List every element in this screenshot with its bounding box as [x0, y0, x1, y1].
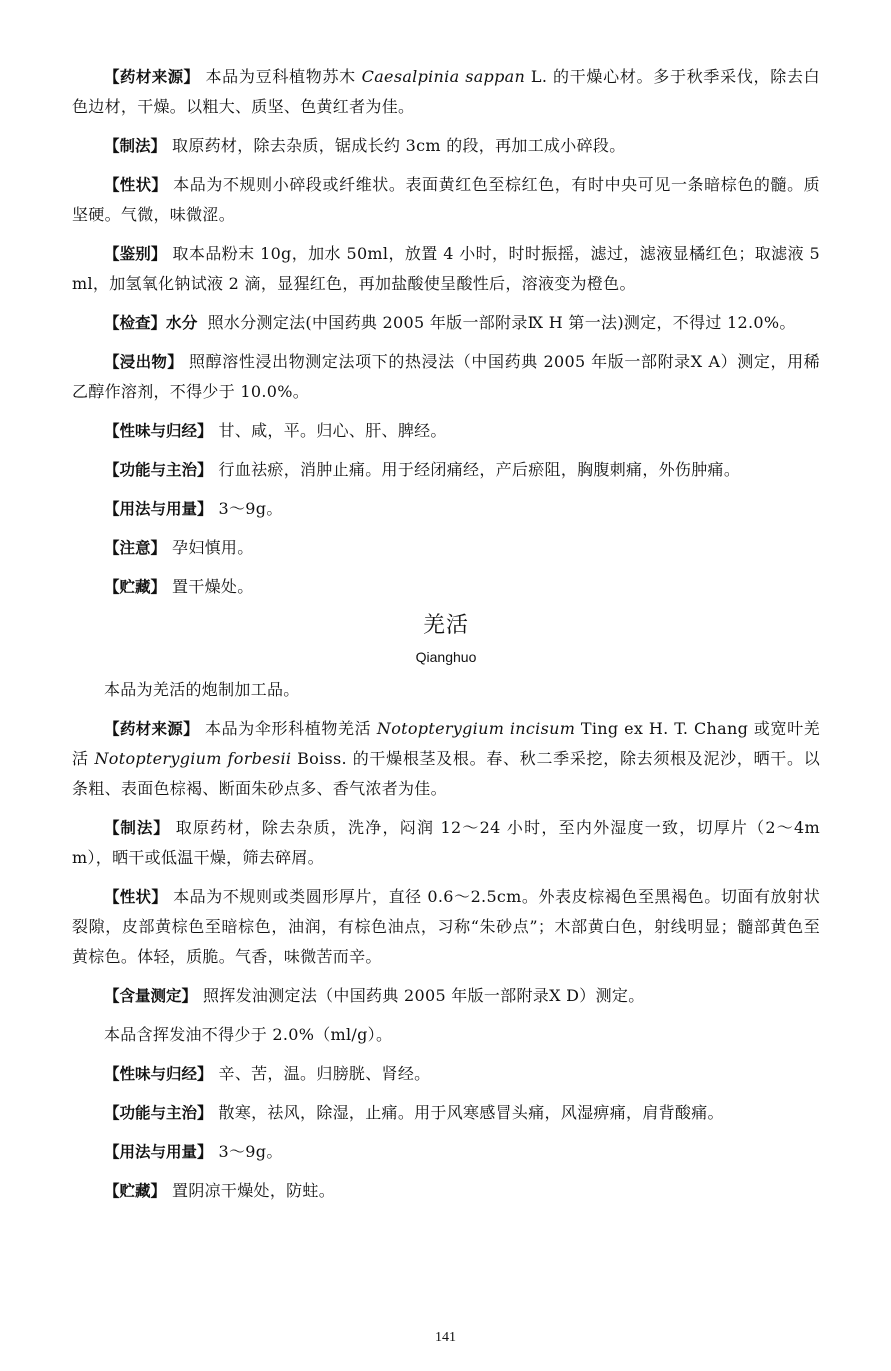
s1-identify-text: 取本品粉末 10g，加水 50ml，放置 4 小时，时时振摇，滤过，滤液显橘红色；取滤液 5ml，加氢氧化钠试液 2 滴，显猩红色，再加盐酸使呈酸性后，溶液变为橙色。: [72, 244, 820, 293]
s2-appearance-text: 本品为不规则或类圆形厚片，直径 0.6～2.5cm。外表皮棕褐色至黑褐色。切面有放射状裂隙，皮部黄棕色至暗棕色，油润，有棕色油点，习称“朱砂点”；木部黄白色，射线明显；髓部黄色至黄棕色。体轻，质脆。气香，味微苦而辛。: [72, 887, 820, 966]
s1-source-text-2: L. 的干燥心材。多于秋季采伐，除去白色边材，干燥。以粗大、质坚、色黄红者为佳。: [72, 67, 820, 116]
s1-method-label: 【制法】: [104, 137, 167, 155]
s1-dosage-label: 【用法与用量】: [104, 500, 213, 518]
s2-source-label: 【药材来源】: [104, 720, 199, 738]
s1-nature-label: 【性味与归经】: [104, 422, 213, 440]
s2-source-text: 本品为伞形科植物羌活: [204, 719, 377, 738]
s1-identify: [72, 239, 820, 299]
s2-source-latin-1: Notopterygium incisum: [376, 719, 576, 738]
s1-nature: [72, 416, 820, 446]
s2-appearance-label: 【性状】: [104, 888, 168, 906]
s1-method: [72, 131, 820, 161]
s2-dosage-label: 【用法与用量】: [104, 1143, 213, 1161]
s1-source-latin: Caesalpinia sappan: [361, 67, 526, 86]
s2-nature-label: 【性味与归经】: [104, 1065, 213, 1083]
s1-check-label: 【检查】: [104, 314, 167, 332]
s2-function-text: 散寒，祛风，除湿，止痛。用于风寒感冒头痛，风湿痹痛，肩背酸痛。: [218, 1103, 724, 1122]
s2-storage-label: 【贮藏】: [104, 1182, 167, 1200]
s2-source: [72, 714, 820, 804]
s1-dosage: [72, 494, 820, 524]
s1-function: [72, 455, 820, 485]
s2-method-text: 取原药材，除去杂质，洗净，闷润 12～24 小时，至内外湿度一致，切厚片（2～4mm），晒干或低温干燥，筛去碎屑。: [72, 818, 820, 867]
s2-storage-text: 置阴凉干燥处，防蛀。: [172, 1181, 336, 1200]
s2-storage: [72, 1176, 820, 1206]
s1-caution-label: 【注意】: [104, 539, 167, 557]
s1-source-text: 本品为豆科植物苏木: [205, 67, 362, 86]
s1-function-text: 行血祛瘀，消肿止痛。用于经闭痛经，产后瘀阻，胸腹刺痛，外伤肿痛。: [218, 460, 741, 479]
s1-storage-text: 置干燥处。: [172, 577, 254, 596]
s1-source-label: 【药材来源】: [104, 68, 200, 86]
section-title: 羌活: [422, 613, 469, 638]
s1-check-text: 照水分测定法(中国药典 2005 年版一部附录Ⅸ H 第一法)测定，不得过 12.0%。: [207, 313, 796, 332]
s2-source-latin-2: Notopterygium forbesii: [94, 749, 292, 768]
s2-dosage: [72, 1137, 820, 1167]
s1-nature-text: 甘、咸，平。归心、肝、脾经。: [218, 421, 447, 440]
s1-caution: [72, 533, 820, 563]
section-pinyin: Qianghuo: [415, 649, 477, 665]
s2-assay-result: 本品含挥发油不得少于 2.0%（ml/g）。: [104, 1025, 393, 1044]
s2-source-text-2: Ting ex H. T. Chang 或宽叶羌活: [72, 719, 821, 768]
s2-method-label: 【制法】: [104, 819, 170, 837]
s1-check-sublabel: 水分: [166, 314, 198, 332]
s1-extract-text: 照醇溶性浸出物测定法项下的热浸法（中国药典 2005 年版一部附录Ⅹ A）测定，用稀乙醇作溶剂，不得少于 10.0%。: [72, 352, 820, 401]
s2-method: [72, 813, 820, 873]
s2-appearance: [72, 882, 820, 972]
s1-caution-text: 孕妇慎用。: [172, 538, 254, 557]
page-number: 141: [435, 1330, 456, 1345]
s1-identify-label: 【鉴别】: [104, 245, 167, 263]
s1-appearance-text: 本品为不规则小碎段或纤维状。表面黄红色至棕红色，有时中央可见一条暗棕色的髓。质坚硬。气微，味微涩。: [72, 175, 820, 224]
s2-assay: [72, 981, 820, 1011]
s2-source-text-3: Boiss. 的干燥根茎及根。春、秋二季采挖，除去须根及泥沙，晒干。以条粗、表面色棕褐、断面朱砂点多、香气浓者为佳。: [72, 749, 820, 798]
s1-function-label: 【功能与主治】: [104, 461, 213, 479]
s1-check: [72, 308, 820, 338]
s1-extract: [72, 347, 820, 407]
s2-nature: [72, 1059, 820, 1089]
s2-function-label: 【功能与主治】: [104, 1104, 213, 1122]
s2-assay-label: 【含量测定】: [104, 987, 198, 1005]
s1-source: [72, 62, 820, 122]
s1-appearance: [72, 170, 820, 230]
s1-appearance-label: 【性状】: [104, 176, 168, 194]
s1-extract-label: 【浸出物】: [104, 353, 184, 371]
s2-assay-text: 照挥发油测定法（中国药典 2005 年版一部附录Ⅹ D）测定。: [203, 986, 645, 1005]
document-page: [72, 62, 820, 1215]
s2-function: [72, 1098, 820, 1128]
s1-storage-label: 【贮藏】: [104, 578, 167, 596]
s2-intro: 本品为羌活的炮制加工品。: [104, 680, 300, 699]
s1-dosage-text: 3～9g。: [218, 499, 283, 518]
s2-dosage-text: 3～9g。: [218, 1142, 283, 1161]
s1-method-text: 取原药材，除去杂质，锯成长约 3cm 的段，再加工成小碎段。: [172, 136, 626, 155]
s2-nature-text: 辛、苦，温。归膀胱、肾经。: [218, 1064, 431, 1083]
s1-storage: [72, 572, 820, 602]
